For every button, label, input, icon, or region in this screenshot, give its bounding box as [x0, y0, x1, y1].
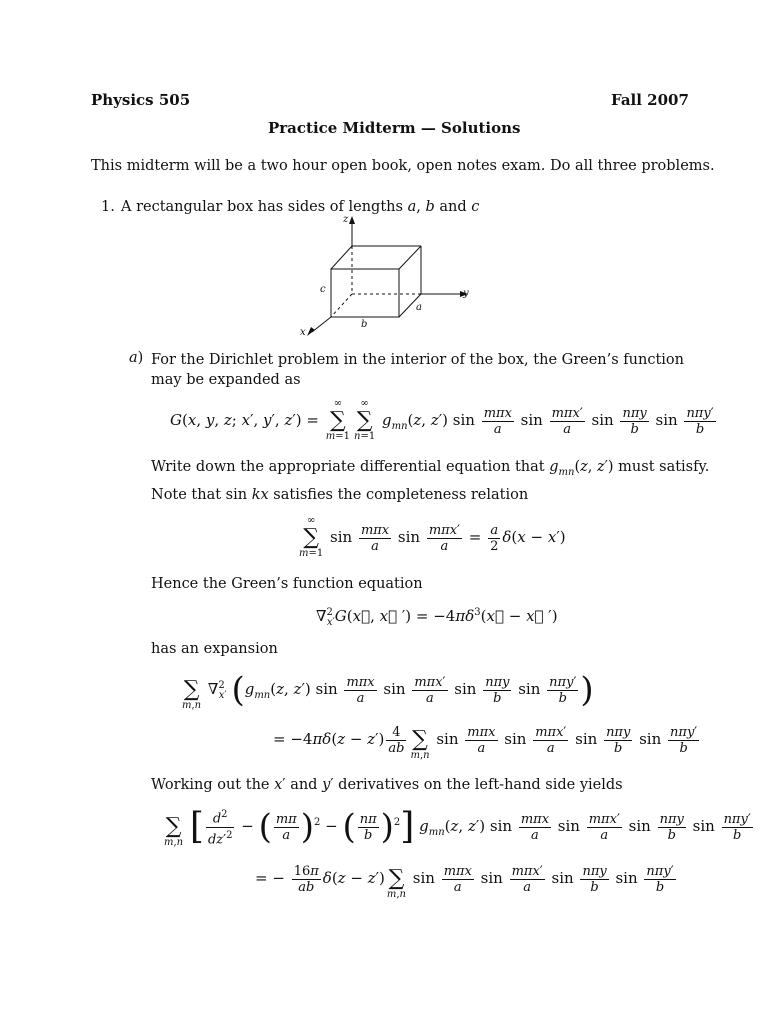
part-a-label: a): [129, 350, 144, 366]
equation-green-pde: ∇$^2_{x'}$G(x⃗, x⃗ ′) = $-4\pi\delta^3(x⃗$ − x⃗ ′): [316, 607, 558, 628]
axis-label-x: x: [300, 327, 306, 338]
part-a-text: For the Dirichlet problem in the interior of the box, the Green’s function may be expanded as: [151, 352, 685, 388]
equation-expansion-lhs: ∑ m,n ∇$^2_{x'}$ ($g_{mn}(z$, z′) sin $\frac{\text{mπx}}{a}$ sin $\frac{\text{mπx′}}{a}$ sin $\frac{\text{nπy}}{b}$ sin $\frac{\text{nπy′}}{b}$ ): [182, 670, 594, 711]
side-label-b: b: [361, 319, 368, 330]
box-figure: [290, 212, 480, 340]
problem-statement: A rectangular box has sides of lengths a, b and c: [121, 199, 480, 215]
equation-derivative-rhs: = − $\frac{16\pi}{ab}$ δ(z − z′) ∑ m,n sin $\frac{\text{mπx}}{a}$ sin $\frac{\text{mπx′}}{a}$ sin $\frac{\text{nπy}}{b}$ sin $\frac{\text{nπy′}}{b}$: [255, 863, 674, 900]
term: Fall 2007: [611, 91, 689, 109]
hence-text: Hence the Green’s function equation: [151, 576, 423, 592]
axis-label-z: z: [343, 214, 349, 225]
write-down-text: Write down the appropriate differential equation that $g_{mn}(z$, z′) must satisfy.: [151, 459, 710, 478]
working-out-text: Working out the x′ and y′ derivatives on the left-hand side yields: [151, 777, 623, 793]
side-label-c: c: [320, 284, 326, 295]
problem-number: 1.: [101, 199, 115, 215]
side-label-a: a: [416, 302, 422, 313]
equation-expansion-rhs: = −4πδ(z − z′) $\frac{4}{ab}$ ∑ m,n sin $\frac{\text{mπx}}{a}$ sin $\frac{\text{mπx′}}{a}$ sin $\frac{\text{nπy}}{b}$ sin $\frac{\text{nπy′}}{b}$: [273, 724, 698, 761]
equation-derivative-lhs: ∑ m,n [ $\frac{d^2}{dz'^2}$ − ( $\frac{m\pi}{a}$ )$^2$ − ( $\frac{n\pi}{b}$ )$^2$] $g_{mn}(z$, z′) sin $\frac{\text{mπx}}{a}$ sin $\frac{\text{mπx′}}{a}$ sin $\frac{\text{nπy}}{b}$ sin $\frac{\text{nπy′}}{b}$: [164, 806, 751, 848]
axis-label-y: y: [463, 288, 469, 299]
page-title: Practice Midterm — Solutions: [268, 119, 521, 137]
equation-green-expansion: G(x, y, z; x′, y′, z′) = ∞ ∑ m=1 ∞ ∑ n=1 $g_{mn}(z$, z′) sin $\frac{\text{mπx}}{a}$ sin $\frac{\text{mπx′}}{a}$ sin $\frac{\text{nπy}}{b}$ sin $\frac{\text{nπy′}}{b}$: [170, 398, 714, 442]
equation-completeness: ∞ ∑ m=1 sin $\frac{\text{mπx}}{a}$ sin $\frac{\text{mπx′}}{a}$ = $\frac{a}{2}$ δ(x − x′): [299, 515, 566, 559]
note-text: Note that sin kx satisfies the completeness relation: [151, 487, 529, 503]
course-name: Physics 505: [91, 91, 191, 109]
has-expansion-text: has an expansion: [151, 641, 278, 657]
intro-text: This midterm will be a two hour open book, open notes exam. Do all three problems.: [91, 158, 715, 174]
